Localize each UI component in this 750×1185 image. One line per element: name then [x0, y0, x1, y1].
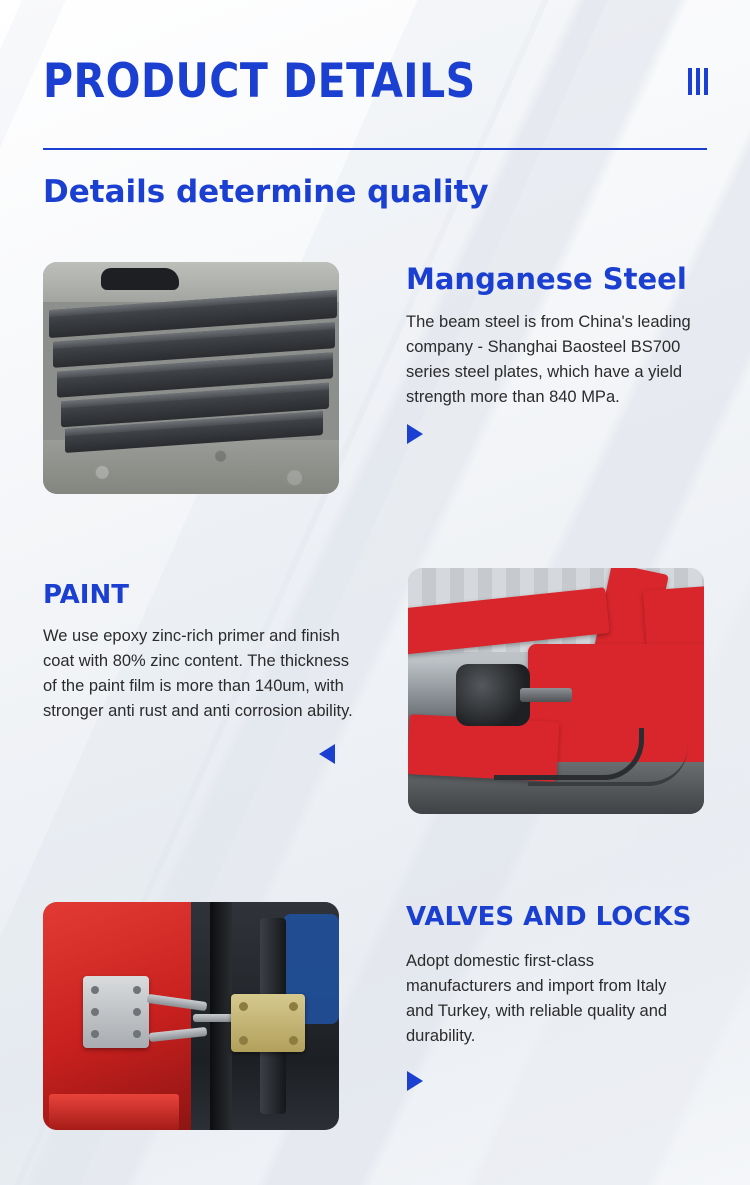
- page-subtitle: Details determine quality: [43, 174, 489, 210]
- valves-locks-text: [406, 902, 706, 1091]
- manganese-steel-text: [406, 262, 706, 444]
- steel-plates-image: [43, 262, 339, 494]
- header-divider: [43, 148, 707, 150]
- next-arrow-icon[interactable]: [407, 1071, 423, 1091]
- paint-body: We use epoxy zinc-rich primer and finish coat with 80% zinc content. The thickness of the paint film is more than 140um, with stronger anti rust and anti corrosion ability.: [43, 627, 353, 720]
- valves-locks-body: Adopt domestic first-class manufacturers and import from Italy and Turkey, with reliable quality and durability.: [406, 952, 668, 1045]
- paint-title: PAINT: [43, 580, 129, 610]
- page-title: PRODUCT DETAILS: [43, 54, 476, 109]
- valves-locks-image: [43, 902, 339, 1130]
- paint-text: [43, 580, 363, 764]
- manganese-steel-body: The beam steel is from China's leading company - Shanghai Baosteel BS700 series steel plates, which have a yield strength more than 840 MPa.: [406, 313, 691, 406]
- bars-icon: [688, 68, 708, 95]
- manganese-steel-title: Manganese Steel: [406, 262, 687, 296]
- next-arrow-icon[interactable]: [407, 424, 423, 444]
- red-crane-image: [408, 568, 704, 814]
- previous-arrow-icon[interactable]: [319, 744, 335, 764]
- valves-locks-title: VALVES AND LOCKS: [406, 902, 692, 932]
